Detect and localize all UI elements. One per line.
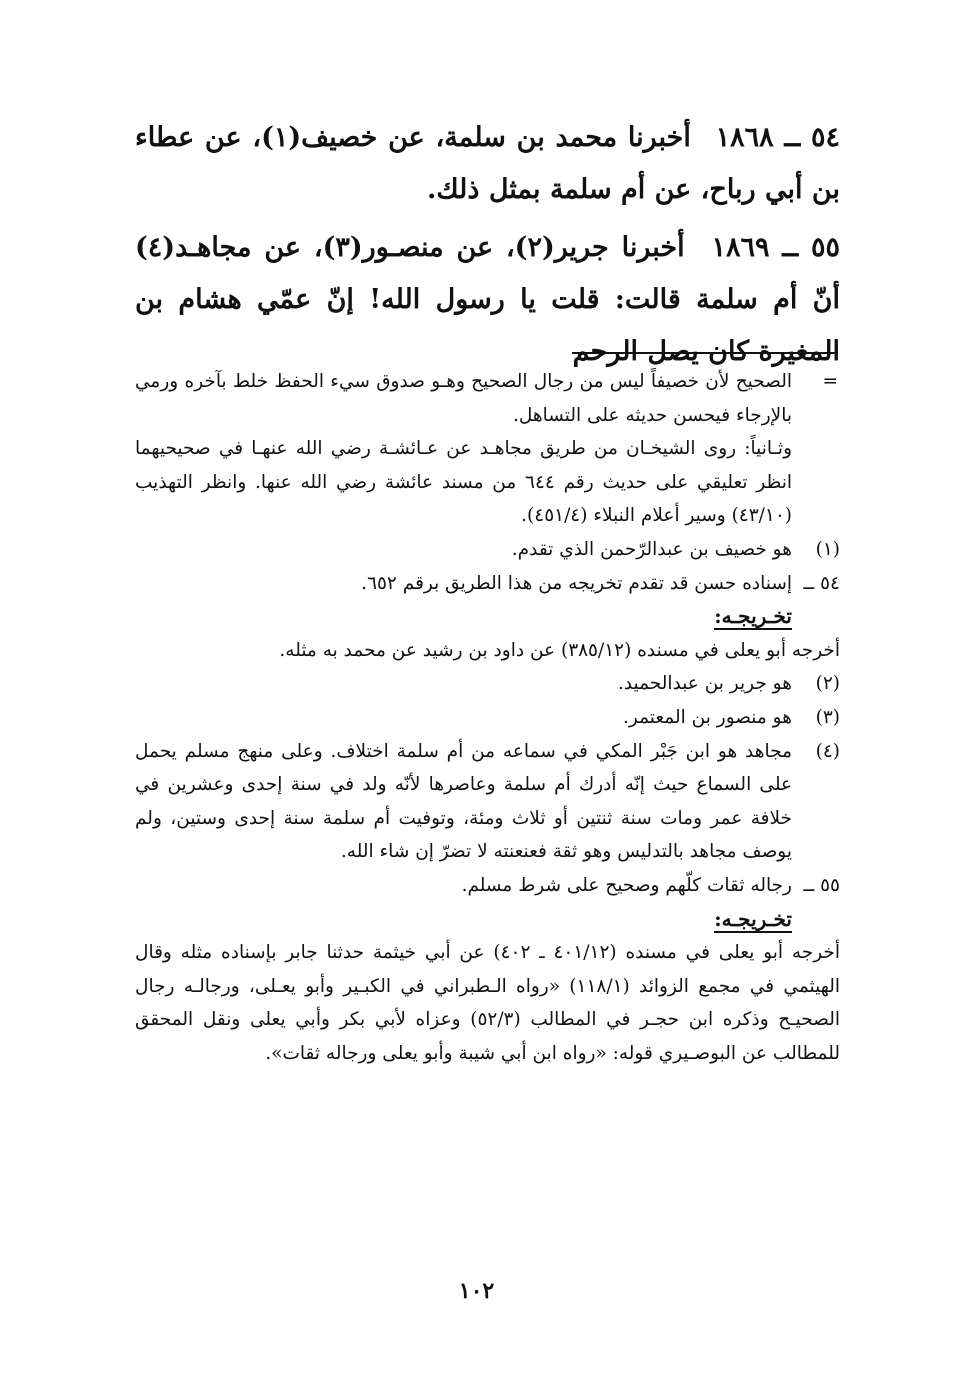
footnote-3 [135,701,840,735]
footnote-1 [135,533,840,567]
hadith-number: ٥٤ ــ ١٨٦٨ [715,122,841,153]
footnotes [135,365,840,1070]
takhrij-heading: تخـريجـه: [714,604,792,629]
note-54 [135,567,840,601]
continuation-mark: = [822,371,838,392]
note-text: إسناده حسن قد تقدم تخريجه من هذا الطريق برقم ٦٥٢. [361,572,792,594]
note-text: وثـانياً: روى الشيخـان من طريق مجاهـد عن عـائشـة رضي الله عنهـا في صحيحيهما انظر تعليقي على حديث رقم ٦٤٤ من مسند عائشة رضي الله عنها. وانظر التهذيب (٤٣/١٠) وسير أعلام النبلاء (٤٥١/٤). [135,438,792,527]
footnote-text: مجاهد هو ابن جَبْر المكي في سماعه من أم سلمة اختلاف. وعلى منهج مسلم يحمل على السماع حيث إنّه أدرك أم سلمة وعاصرها لأنّه ولد في سنة إحدى وعشرين في خلافة عمر ومات سنة ثنتين أو ثلاث ومئة، وتوفيت أم سلمة سنة إحدى وستين، ولم يوصف مجاهد بالتدليس وهو ثقة فعنعنته لا تضرّ إن شاء الله. [135,740,792,863]
note-paragraph [135,432,840,533]
hadith-1868 [135,112,840,216]
footnote-text: هو جرير بن عبدالحميد. [617,673,792,695]
hadith-text: أخبرنا جرير(٢)، عن منصـور(٣)، عن مجاهـد(٤) أنّ أم سلمة قالت: قلت يا رسول الله! إنّ عمّي هشام بن المغيرة كان يصل الرحم [135,232,840,367]
takhrij-heading: تخـريجـه: [714,906,792,931]
page-number: ١٠٢ [458,1278,495,1304]
continued-note [135,365,840,432]
note-text: الصحيح لأن خصيفاً ليس من رجال الصحيح وهـو صدوق سيء الحفظ خلط بآخره ورمي بالإرجاء فيحسن حديثه على التساهل. [135,371,792,426]
footnote-text: هو خصيف بن عبدالرّحمن الذي تقدم. [511,538,792,560]
takhrij-text: أخرجه أبو يعلى في مسنده (٤٠١/١٢ ـ ٤٠٢) عن أبي خيثمة حدثنا جابر بإسناده مثله وقال الهيثمي في مجمع الزوائد (١١٨/١) «رواه الـطبراني في الكبـير وأبو يعـلى، ورجالـه رجال الصحيـح وذكره ابن حجـر في المطالب (٥٢/٣) وعزاه لأبي بكر وأبي يعلى ونقل المحقق للمطالب عن البوصـيري قوله: «رواه ابن أبي شيبة وأبو يعلى ورجاله ثقات». [135,942,840,1064]
footnote-4 [135,735,840,869]
footnote-label: (٣) [815,706,840,728]
hadith-number: ٥٥ ــ ١٨٦٩ [711,232,840,263]
hadith-text: أخبرنا محمد بن سلمة، عن خصيف(١)، عن عطاء بن أبي رباح، عن أم سلمة بمثل ذلك. [135,122,840,205]
footnote-label: (٢) [815,673,840,695]
note-label: ٥٤ ــ [803,572,840,594]
footnote-label: (٤) [815,740,840,762]
main-text [135,112,840,384]
footnote-text: هو منصور بن المعتمر. [623,706,792,728]
footnote-separator [572,352,838,354]
takhrij-text: أخرجه أبو يعلى في مسنده (٣٨٥/١٢) عن داود بن رشيد عن محمد به مثله. [279,639,840,661]
footnote-2 [135,667,840,701]
note-55 [135,869,840,903]
note-label: ٥٥ ــ [803,874,840,896]
note-text: رجاله ثقات كلّهم وصحيح على شرط مسلم. [461,874,792,896]
hadith-1869 [135,222,840,378]
footnote-label: (١) [815,538,840,560]
